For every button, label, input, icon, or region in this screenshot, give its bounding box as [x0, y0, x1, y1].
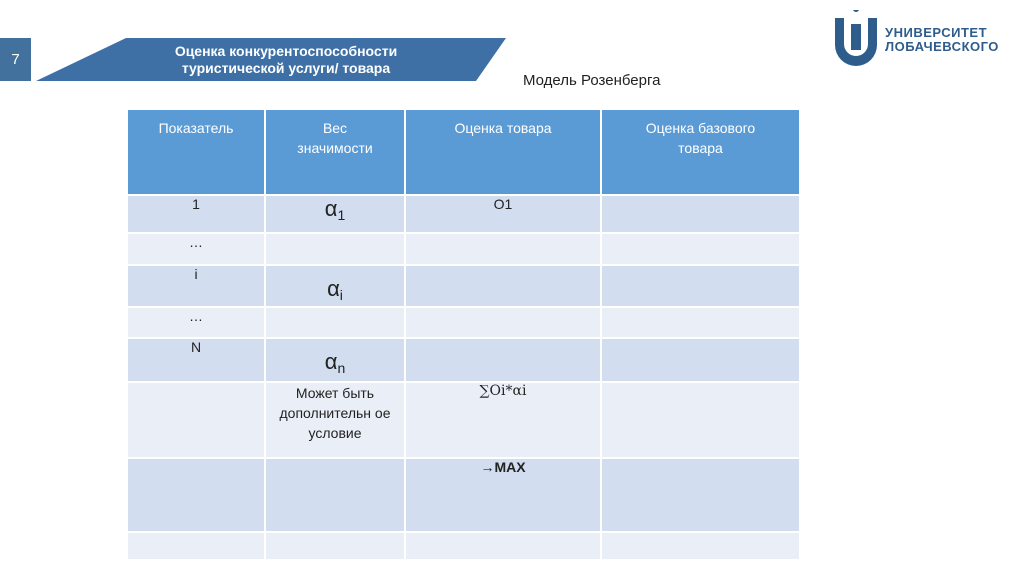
indicator-cell: 1 — [127, 195, 265, 233]
table-row — [127, 338, 800, 382]
model-subtitle: Модель Розенберга — [523, 72, 661, 89]
max-target: →MAX — [405, 458, 601, 532]
weight-cell — [265, 307, 405, 338]
additional-condition-note: Может быть дополнительн ое условие — [265, 382, 405, 458]
logo-line-2: ЛОБАЧЕВСКОГО — [885, 39, 999, 54]
header-product-score: Оценка товара — [405, 109, 601, 195]
score-cell: O1 — [405, 195, 601, 233]
base-score-cell — [601, 382, 800, 458]
header-weight: Вес значимости — [265, 109, 405, 195]
logo-line-1: УНИВЕРСИТЕТ — [885, 25, 988, 40]
score-cell — [405, 338, 601, 382]
indicator-cell: N — [127, 338, 265, 382]
base-score-cell — [601, 307, 800, 338]
slide-title: Оценка конкурентоспособности туристической услуги/ товара — [174, 42, 398, 76]
weight-cell — [265, 338, 405, 382]
weight-cell — [265, 233, 405, 265]
table-row — [127, 307, 800, 338]
alpha-symbol: α — [324, 196, 338, 221]
weight-cell — [265, 532, 405, 560]
indicator-cell: … — [127, 233, 265, 265]
indicator-cell — [127, 382, 265, 458]
table-header-row — [127, 109, 800, 195]
base-score-cell — [601, 458, 800, 532]
slide-number: 7 — [0, 38, 31, 81]
base-score-cell — [601, 338, 800, 382]
title-banner — [36, 38, 506, 81]
score-cell — [405, 265, 601, 307]
university-emblem-icon — [827, 10, 887, 66]
header-indicator: Показатель — [127, 109, 265, 195]
score-cell — [405, 233, 601, 265]
alpha-subscript: i — [339, 286, 343, 303]
base-score-cell — [601, 265, 800, 307]
base-score-cell — [601, 195, 800, 233]
table-row — [127, 233, 800, 265]
weight-cell — [265, 195, 405, 233]
alpha-symbol: α — [324, 349, 338, 374]
alpha-symbol: α — [327, 276, 340, 301]
indicator-cell: i — [127, 265, 265, 307]
rosenberg-table — [126, 108, 801, 561]
sum-formula: ∑Oi*αi — [405, 382, 601, 458]
table-row — [127, 382, 800, 458]
indicator-cell — [127, 458, 265, 532]
base-score-cell — [601, 233, 800, 265]
score-cell — [405, 532, 601, 560]
alpha-subscript: n — [337, 359, 346, 376]
indicator-cell: … — [127, 307, 265, 338]
table-row — [127, 265, 800, 307]
header-base-score: Оценка базового товара — [601, 109, 800, 195]
alpha-subscript: 1 — [337, 206, 346, 223]
table-row — [127, 458, 800, 532]
score-cell — [405, 307, 601, 338]
indicator-cell — [127, 532, 265, 560]
base-score-cell — [601, 532, 800, 560]
table-row — [127, 532, 800, 560]
weight-cell — [265, 265, 405, 307]
table-row — [127, 195, 800, 233]
weight-cell — [265, 458, 405, 532]
